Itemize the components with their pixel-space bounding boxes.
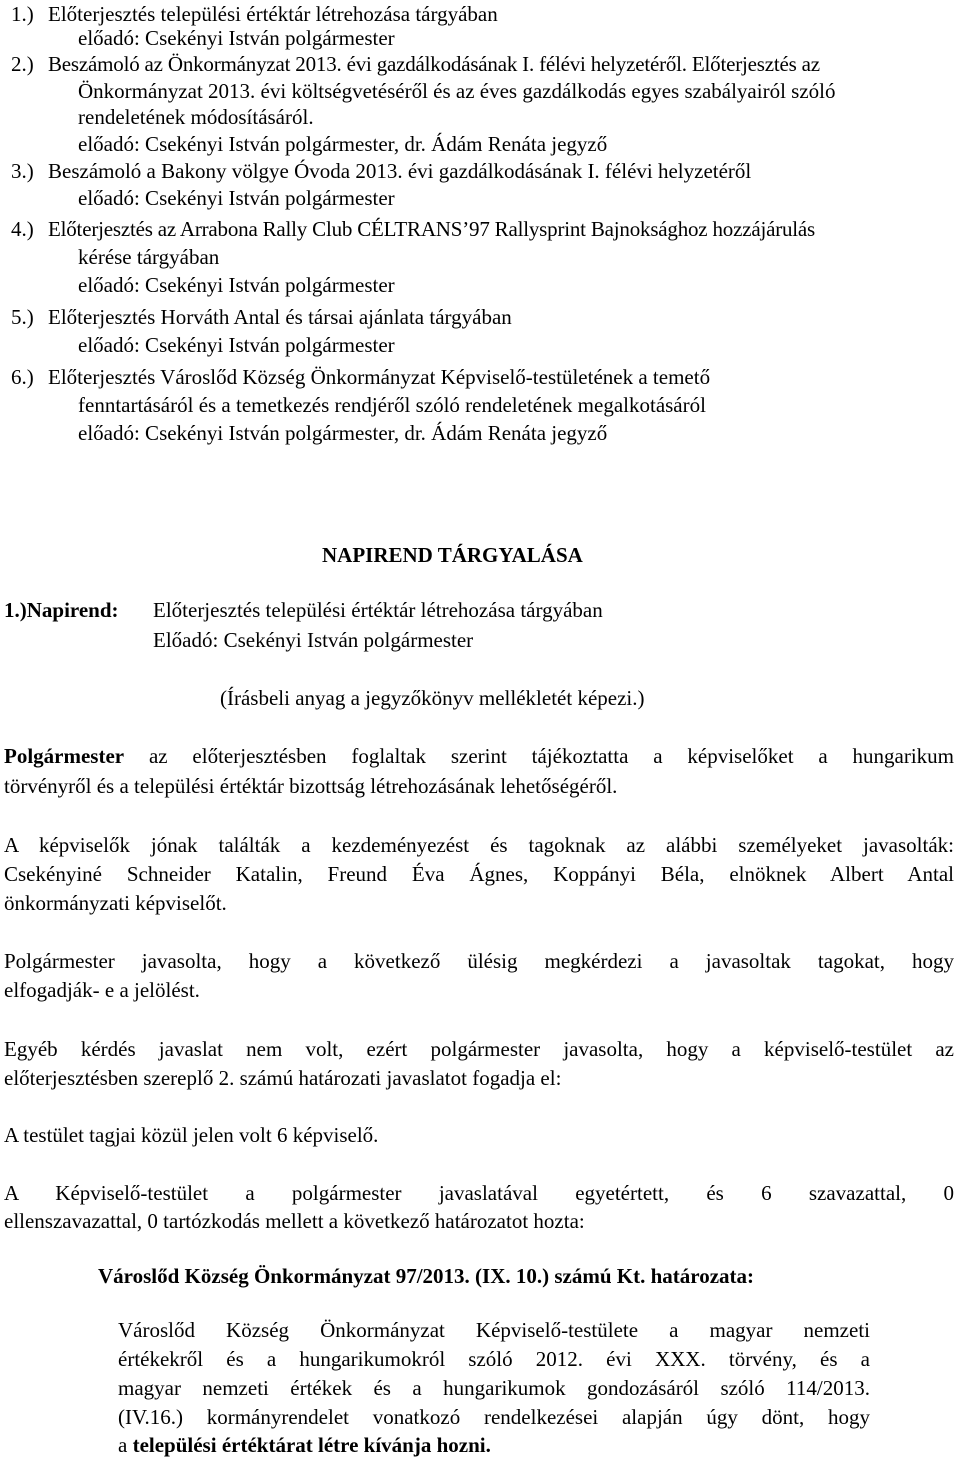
paragraph-1-line-2: törvényről és a települési értéktár bizottság létrehozásának lehetőségéről. xyxy=(4,774,618,798)
agenda-item-4-number: 4.) xyxy=(11,217,34,241)
agenda-item-5-presenter: előadó: Csekényi István polgármester xyxy=(78,333,395,357)
agenda-item-2-presenter: előadó: Csekényi István polgármester, dr. Ádám Renáta jegyző xyxy=(78,132,608,156)
agenda-item-5-title: Előterjesztés Horváth Antal és társai ajánlata tárgyában xyxy=(48,305,512,329)
agenda-item-1-presenter: előadó: Csekényi István polgármester xyxy=(78,26,395,50)
paragraph-2-line-1: A képviselők jónak találták a kezdeményezést és tagoknak az alábbi személyeket javasolták: xyxy=(4,833,954,857)
section-heading: NAPIREND TÁRGYALÁSA xyxy=(322,543,583,567)
resolution-decision: települési értéktárat létre kívánja hozni. xyxy=(132,1433,491,1457)
resolution-line-2: értékekről és a hungarikumokról szóló 2012. évi XXX. törvény, és a xyxy=(118,1347,870,1371)
agenda-item-1-number: 1.) xyxy=(11,2,34,26)
agenda-item-4-presenter: előadó: Csekényi István polgármester xyxy=(78,273,395,297)
resolution-line-4: (IV.16.) kormányrendelet vonatkozó rendelkezései alapján úgy dönt, hogy xyxy=(118,1405,870,1429)
napirend-presenter: Előadó: Csekényi István polgármester xyxy=(153,628,474,652)
napirend-note: (Írásbeli anyag a jegyzőkönyv mellékletét képezi.) xyxy=(220,686,645,710)
agenda-item-5-number: 5.) xyxy=(11,305,34,329)
paragraph-3-line-1: Polgármester javasolta, hogy a következő ülésig megkérdezi a javasoltak tagokat, hogy xyxy=(4,949,954,973)
resolution-line-3: magyar nemzeti értékek és a hungarikumok gondozásáról szóló 114/2013. xyxy=(118,1376,870,1400)
resolution-title: Városlőd Község Önkormányzat 97/2013. (IX. 10.) számú Kt. határozata: xyxy=(98,1264,755,1288)
agenda-item-3-presenter: előadó: Csekényi István polgármester xyxy=(78,186,395,210)
paragraph-4-line-1: Egyéb kérdés javaslat nem volt, ezért polgármester javasolta, hogy a képviselő-testület az xyxy=(4,1037,954,1061)
agenda-item-6-number: 6.) xyxy=(11,365,34,389)
agenda-item-4-line-2: kérése tárgyában xyxy=(78,245,220,269)
agenda-item-4-line-1: Előterjesztés az Arrabona Rally Club CÉLTRANS’97 Rallysprint Bajnoksághoz hozzájárulás xyxy=(48,217,816,241)
agenda-item-6-line-2: fenntartásáról és a temetkezés rendjéről szóló rendeletének megalkotásáról xyxy=(78,393,706,417)
paragraph-1-subject: Polgármester xyxy=(4,744,125,768)
agenda-item-1-title: Előterjesztés települési értéktár létrehozása tárgyában xyxy=(48,2,498,26)
agenda-item-6-line-1: Előterjesztés Városlőd Község Önkormányzat Képviselő-testületének a temető xyxy=(48,365,711,389)
paragraph-5: A testület tagjai közül jelen volt 6 képviselő. xyxy=(4,1123,379,1147)
agenda-item-2-line-2: Önkormányzat 2013. évi költségvetéséről és az éves gazdálkodás egyes szabályairól szóló xyxy=(78,79,836,103)
agenda-item-3-number: 3.) xyxy=(11,159,34,183)
paragraph-1-line-1 xyxy=(4,742,954,771)
resolution-line-5-prefix: a xyxy=(118,1433,128,1457)
agenda-item-2-line-3: rendeletének módosításáról. xyxy=(78,105,314,129)
agenda-item-2-number: 2.) xyxy=(11,52,34,76)
napirend-label: 1.)Napirend: xyxy=(4,598,119,622)
paragraph-3-line-2: elfogadják- e a jelölést. xyxy=(4,978,200,1002)
agenda-item-3-title: Beszámoló a Bakony völgye Óvoda 2013. évi gazdálkodásának I. félévi helyzetéről xyxy=(48,159,752,183)
paragraph-1-text: az előterjesztésben foglaltak szerint tájékoztatta a képviselőket a hungarikum xyxy=(148,744,955,768)
paragraph-4-line-2: előterjesztésben szereplő 2. számú határozati javaslatot fogadja el: xyxy=(4,1066,562,1090)
paragraph-2-line-3: önkormányzati képviselőt. xyxy=(4,891,227,915)
napirend-title: Előterjesztés települési értéktár létrehozása tárgyában xyxy=(153,598,603,622)
resolution-line-1: Városlőd Község Önkormányzat Képviselő-testülete a magyar nemzeti xyxy=(118,1318,870,1342)
paragraph-6-line-2: ellenszavazattal, 0 tartózkodás mellett a következő határozatot hozta: xyxy=(4,1209,585,1233)
agenda-item-2-line-1: Beszámoló az Önkormányzat 2013. évi gazdálkodásának I. félévi helyzetéről. Előterjesztés az xyxy=(48,52,820,76)
paragraph-6-line-1: A Képviselő-testület a polgármester javaslatával egyetértett, és 6 szavazattal, 0 xyxy=(4,1181,954,1205)
agenda-item-6-presenter: előadó: Csekényi István polgármester, dr. Ádám Renáta jegyző xyxy=(78,421,608,445)
paragraph-2-line-2: Csekényiné Schneider Katalin, Freund Éva Ágnes, Koppányi Béla, elnöknek Albert Antal xyxy=(4,862,954,886)
